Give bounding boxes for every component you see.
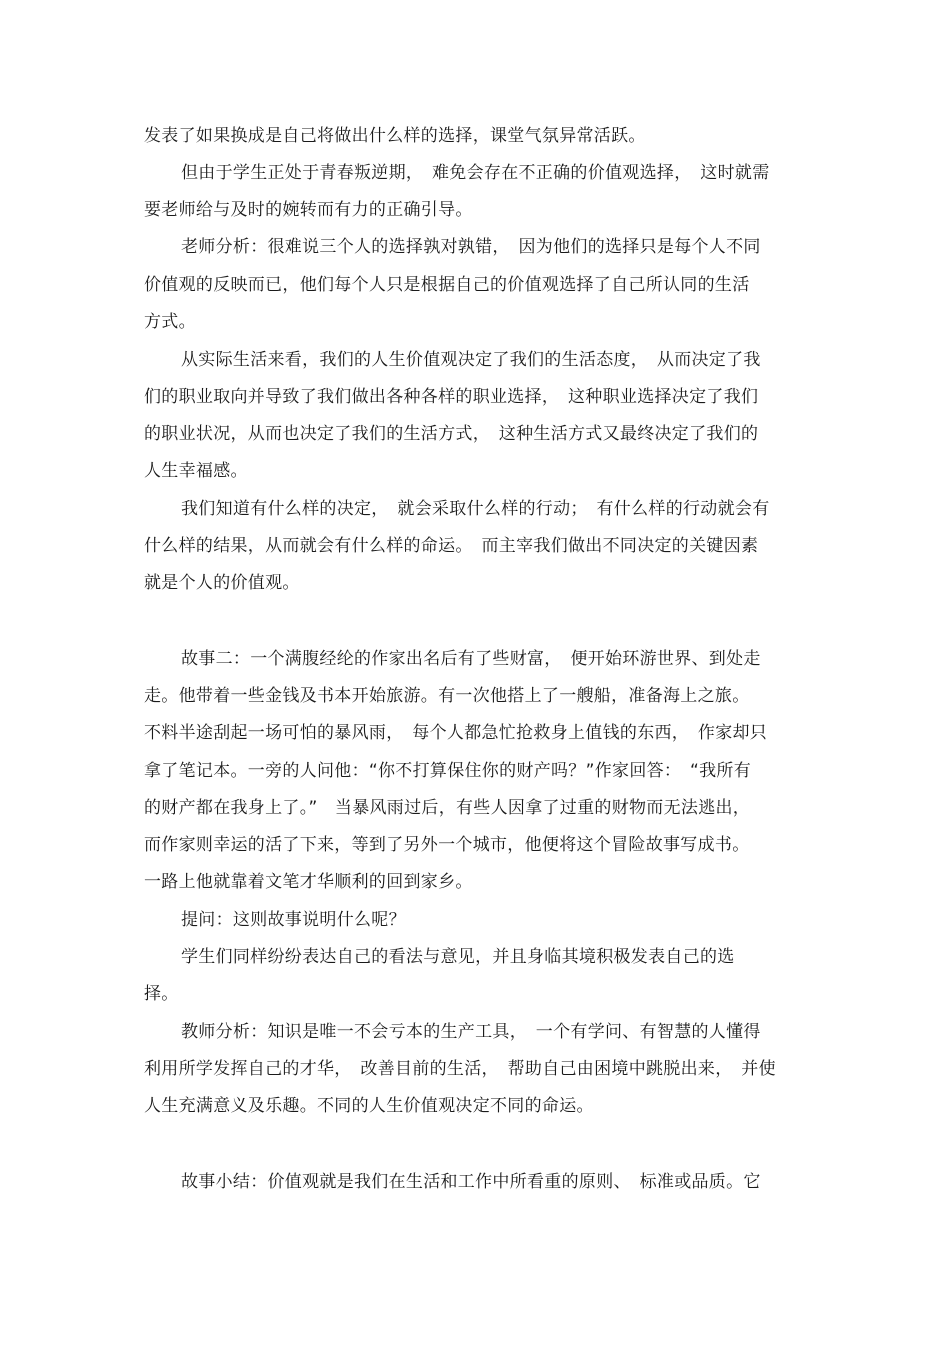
text-line: 人生幸福感。: [144, 461, 248, 481]
text-line: 的职业状况，从而也决定了我们的生活方式， 这种生活方式又最终决定了我们的: [144, 424, 759, 444]
text-line: 就是个人的价值观。: [144, 573, 300, 593]
text-line: 从实际生活来看，我们的人生价值观决定了我们的生活态度， 从而决定了我: [181, 350, 761, 370]
text-line: 提问：这则故事说明什么呢？: [181, 910, 406, 930]
text-line: 故事小结：价值观就是我们在生活和工作中所看重的原则、 标准或品质。它: [181, 1172, 761, 1192]
text-line: 一路上他就靠着文笔才华顺利的回到家乡。: [144, 872, 473, 892]
text-line: 不料半途刮起一场可怕的暴风雨， 每个人都急忙抢救身上值钱的东西， 作家却只: [144, 723, 768, 743]
text-line: 拿了笔记本。一旁的人问他：“你不打算保住你的财产吗？”作家回答： “我所有: [144, 761, 752, 781]
text-line: 什么样的结果，从而就会有什么样的命运。 而主宰我们做出不同决定的关键因素: [144, 536, 759, 556]
text-line: 故事二：一个满腹经纶的作家出名后有了些财富， 便开始环游世界、到处走: [181, 649, 761, 669]
text-line: 教师分析：知识是唯一不会亏本的生产工具， 一个有学问、有智慧的人懂得: [181, 1022, 761, 1042]
text-line: 学生们同样纷纷表达自己的看法与意见，并且身临其境积极发表自己的选: [181, 947, 735, 967]
text-line: 发表了如果换成是自己将做出什么样的选择，课堂气氛异常活跃。: [144, 126, 646, 146]
text-line: 择。: [144, 984, 179, 1004]
text-line: 利用所学发挥自己的才华， 改善目前的生活， 帮助自己由困境中跳脱出来， 并使: [144, 1059, 776, 1079]
text-line: 但由于学生正处于青春叛逆期， 难免会存在不正确的价值观选择， 这时就需: [181, 163, 770, 183]
text-line: 要老师给与及时的婉转而有力的正确引导。: [144, 200, 473, 220]
text-line: 老师分析：很难说三个人的选择孰对孰错， 因为他们的选择只是每个人不同: [181, 237, 761, 257]
text-line: 走。他带着一些金钱及书本开始旅游。有一次他搭上了一艘船，准备海上之旅。: [144, 686, 750, 706]
text-line: 的财产都在我身上了。” 当暴风雨过后，有些人因拿了过重的财物而无法逃出，: [144, 798, 751, 818]
text-line: 方式。: [144, 312, 196, 332]
text-line: 们的职业取向并导致了我们做出各种各样的职业选择， 这种职业选择决定了我们: [144, 387, 759, 407]
text-line: 我们知道有什么样的决定， 就会采取什么样的行动； 有什么样的行动就会有: [181, 499, 770, 519]
text-line: 而作家则幸运的活了下来，等到了另外一个城市，他便将这个冒险故事写成书。: [144, 835, 750, 855]
text-line: 人生充满意义及乐趣。不同的人生价值观决定不同的命运。: [144, 1096, 594, 1116]
text-line: 价值观的反映而已，他们每个人只是根据自己的价值观选择了自己所认同的生活: [144, 275, 750, 295]
